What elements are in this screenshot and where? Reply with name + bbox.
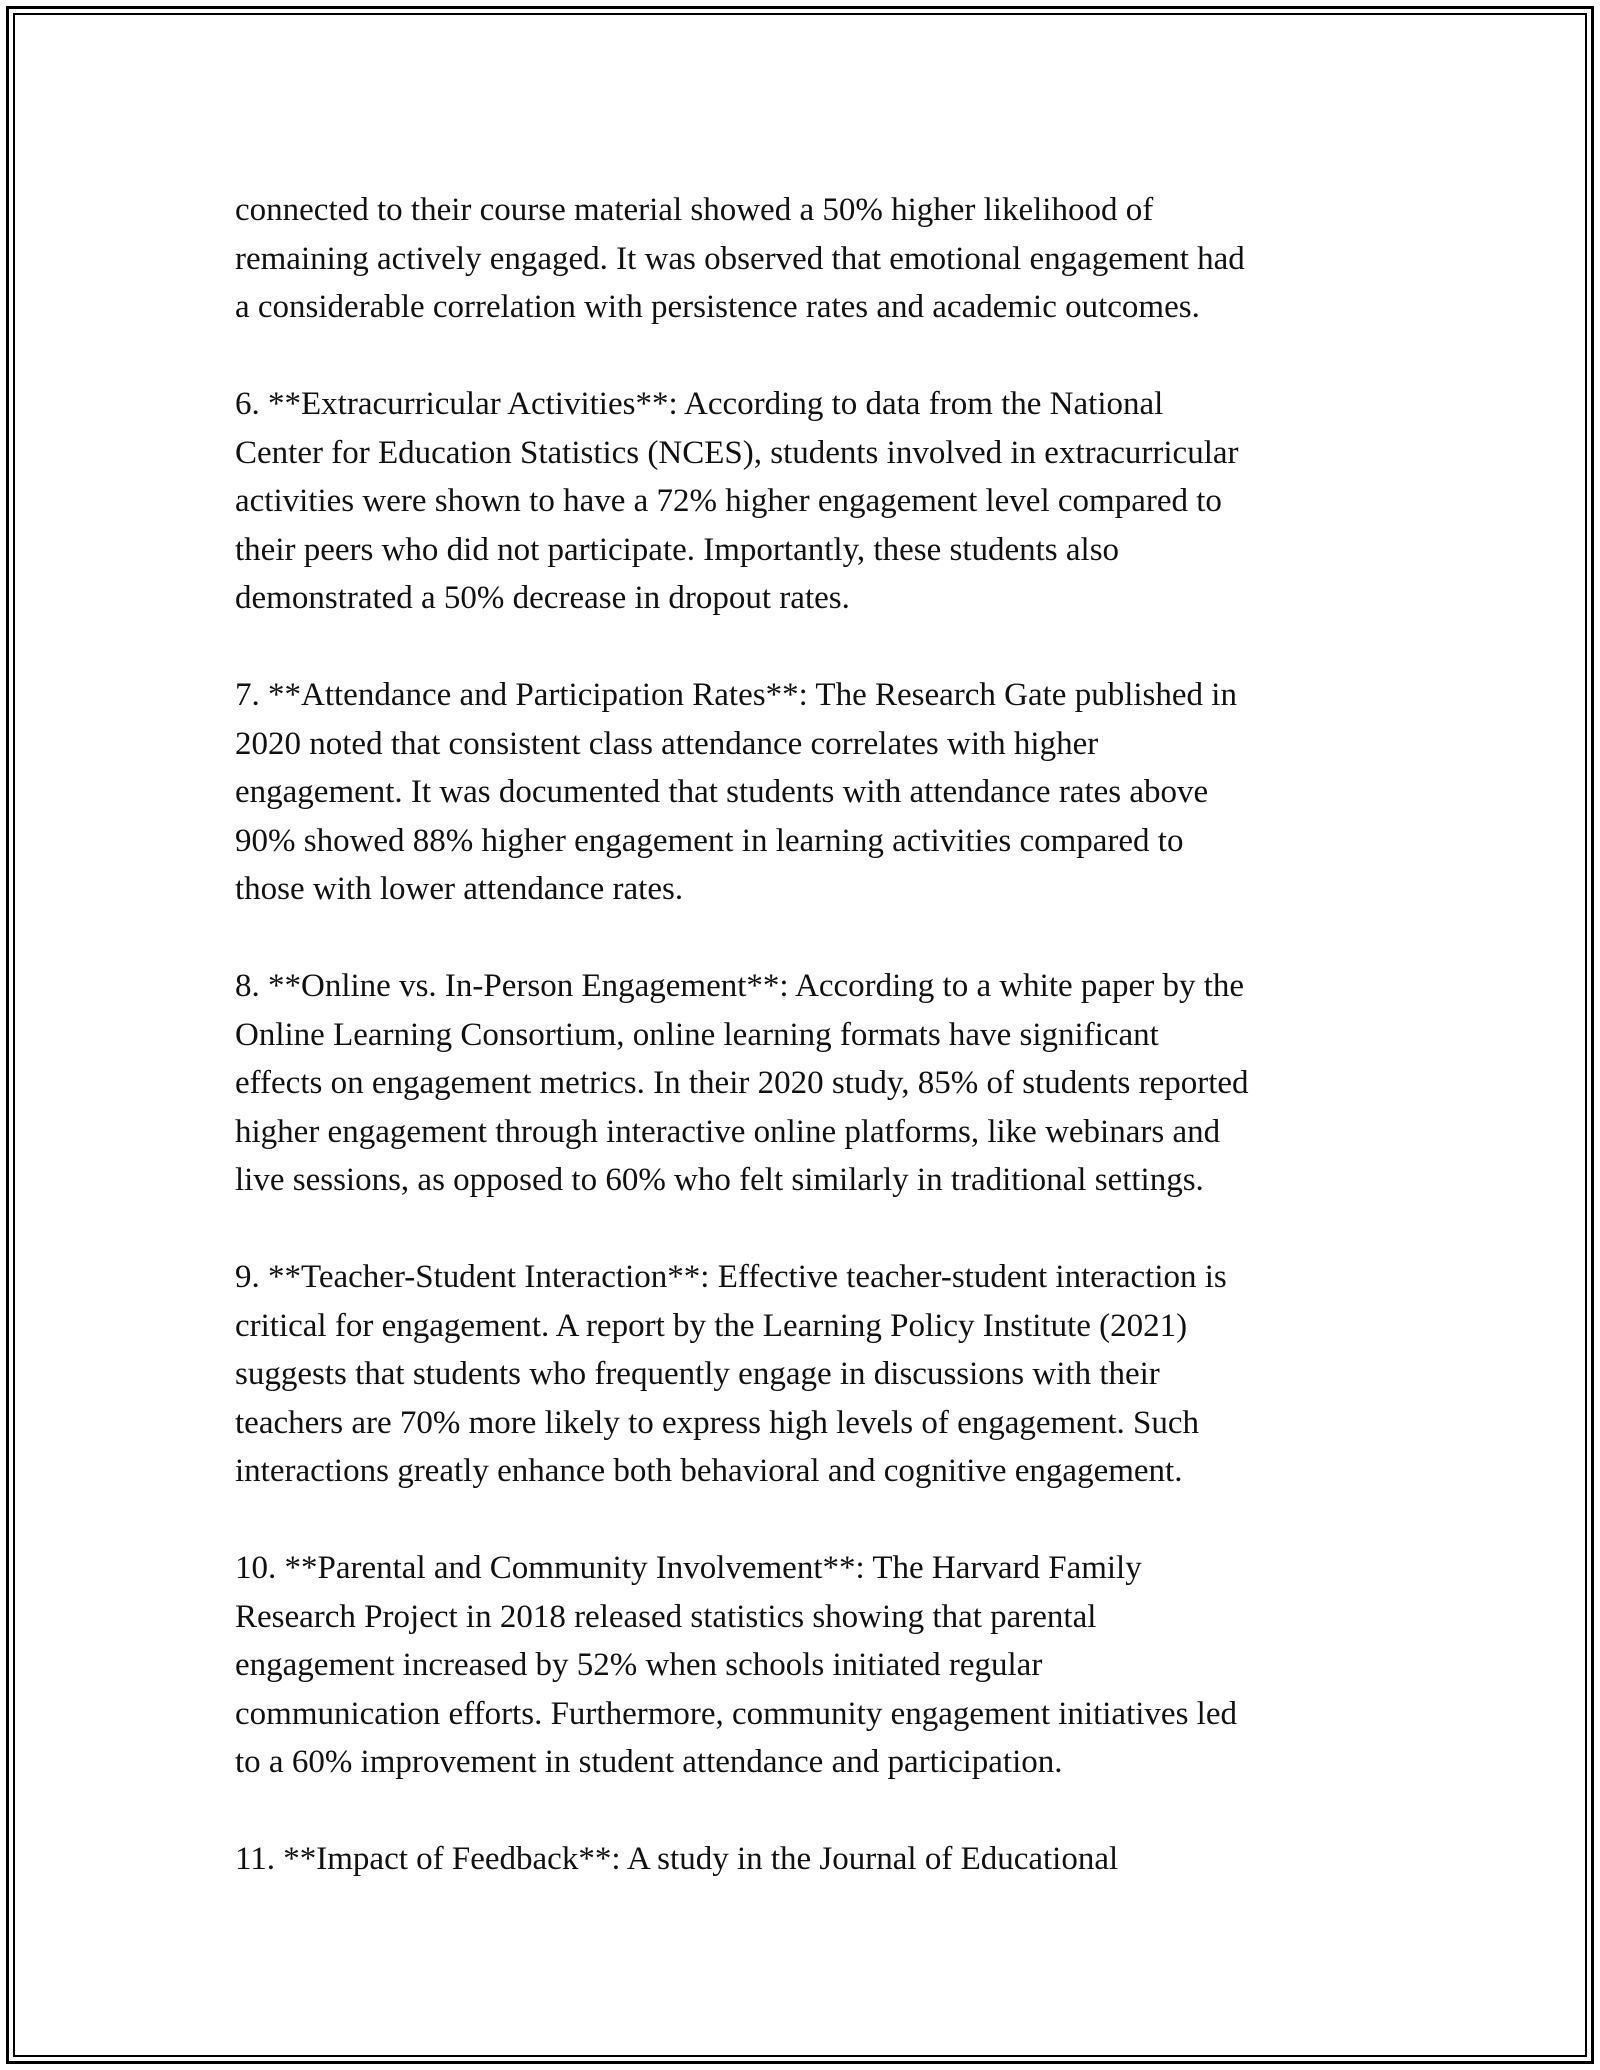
text-line: interactions greatly enhance both behavioral and cognitive engagement. — [235, 1453, 1183, 1489]
text-line: demonstrated a 50% decrease in dropout rates. — [235, 580, 850, 616]
text-line: those with lower attendance rates. — [235, 871, 684, 907]
paragraph-online-vs-in-person — [235, 962, 1385, 1205]
text-line: a considerable correlation with persistence rates and academic outcomes. — [235, 289, 1200, 325]
text-line: their peers who did not participate. Importantly, these students also — [235, 531, 1120, 568]
text-line: 6. **Extracurricular Activities**: According to data from the National — [235, 386, 1164, 422]
text-line: to a 60% improvement in student attendance and participation. — [235, 1744, 1063, 1780]
text-line: activities were shown to have a 72% higher engagement level compared to — [235, 483, 1222, 519]
paragraph-teacher-student-interaction — [235, 1253, 1385, 1496]
text-line: engagement increased by 52% when schools initiated regular — [235, 1647, 1043, 1683]
document-body — [235, 186, 1385, 1932]
text-line: 90% showed 88% higher engagement in learning activities compared to — [235, 822, 1184, 859]
text-line: Online Learning Consortium, online learning formats have significant — [235, 1016, 1159, 1053]
paragraph-extracurricular-activities — [235, 380, 1385, 623]
text-line: Center for Education Statistics (NCES), students involved in extracurricular — [235, 434, 1239, 471]
paragraph-emotional-engagement — [235, 186, 1385, 332]
text-line: suggests that students who frequently engage in discussions with their — [235, 1356, 1160, 1392]
text-line: teachers are 70% more likely to express high levels of engagement. Such — [235, 1404, 1200, 1441]
text-line: 11. **Impact of Feedback**: A study in the Journal of Educational — [235, 1841, 1119, 1877]
text-line: critical for engagement. A report by the Learning Policy Institute (2021) — [235, 1307, 1188, 1344]
text-line: higher engagement through interactive online platforms, like webinars and — [235, 1113, 1221, 1150]
text-line: live sessions, as opposed to 60% who felt similarly in traditional settings. — [235, 1162, 1204, 1198]
text-line: 8. **Online vs. In-Person Engagement**: According to a white paper by the — [235, 968, 1245, 1004]
text-line: 10. **Parental and Community Involvement**: The Harvard Family — [235, 1550, 1142, 1586]
text-line: remaining actively engaged. It was observed that emotional engagement had — [235, 240, 1245, 277]
text-line: 7. **Attendance and Participation Rates**: The Research Gate published in — [235, 677, 1237, 713]
paragraph-parental-community-involvement — [235, 1544, 1385, 1787]
text-line: 9. **Teacher-Student Interaction**: Effective teacher-student interaction is — [235, 1259, 1227, 1295]
text-line: effects on engagement metrics. In their 2020 study, 85% of students reported — [235, 1065, 1249, 1101]
text-line: 2020 noted that consistent class attendance correlates with higher — [235, 725, 1099, 762]
text-line: Research Project in 2018 released statistics showing that parental — [235, 1598, 1097, 1635]
text-line: communication efforts. Furthermore, community engagement initiatives led — [235, 1695, 1237, 1732]
paragraph-impact-of-feedback — [235, 1835, 1385, 1884]
text-line: connected to their course material showed a 50% higher likelihood of — [235, 192, 1154, 228]
paragraph-attendance-participation — [235, 671, 1385, 914]
text-line: engagement. It was documented that students with attendance rates above — [235, 774, 1209, 810]
